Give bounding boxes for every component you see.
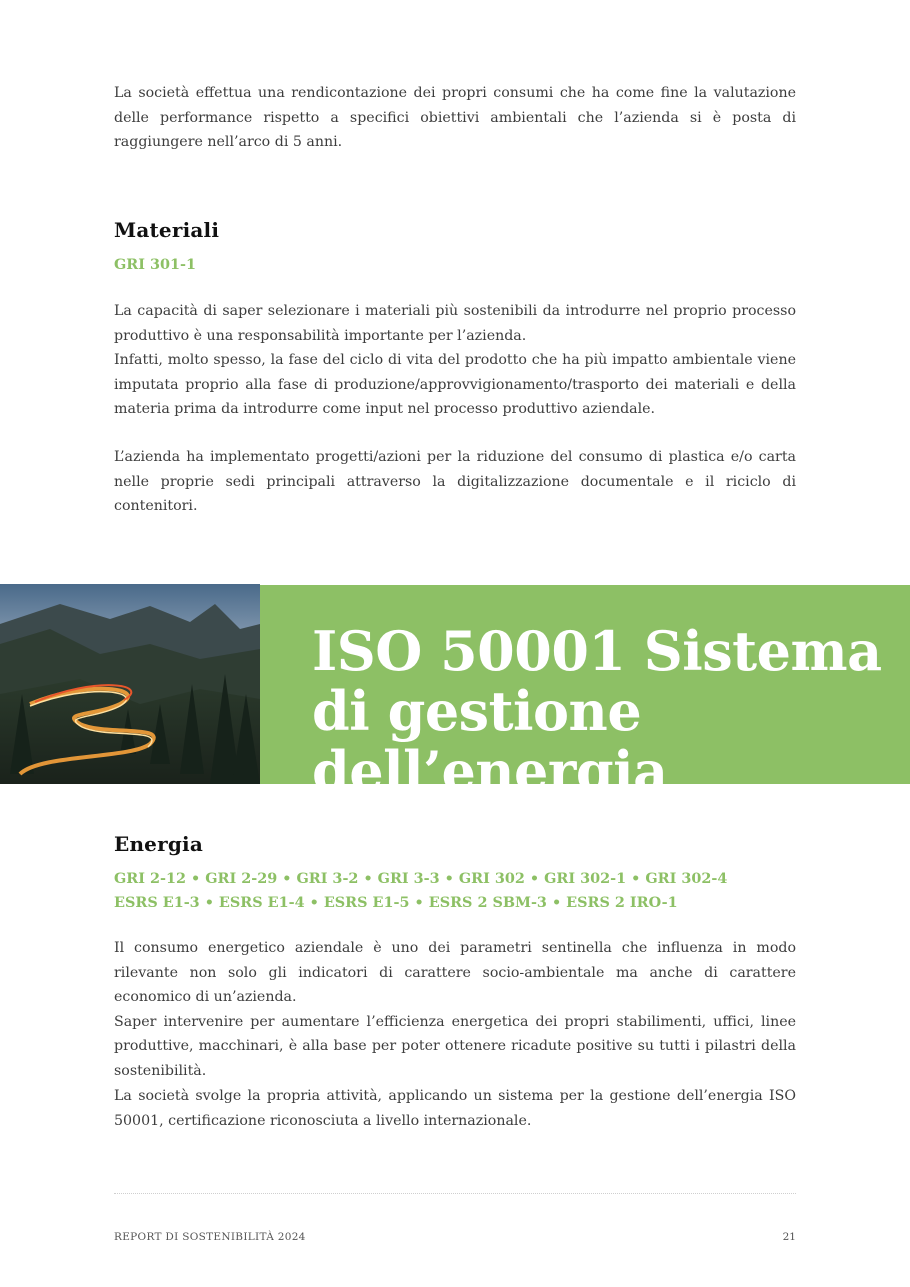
- energia-heading: Energia: [114, 832, 203, 856]
- energia-text-2: Saper intervenire per aumentare l’efficienza energetica dei propri stabilimenti, uffici, linee produttive, macchinari, è alla base per poter ottenere ricadute positive su tutti i pilastri della sostenibilità.: [114, 1013, 796, 1079]
- materiali-paragraph-2: [114, 445, 796, 519]
- energia-gri-codes: [114, 867, 814, 915]
- materiali-heading: Materiali: [114, 218, 220, 242]
- materiali-gri-codes: GRI 301-1: [114, 256, 197, 273]
- materiali-text-2: Infatti, molto spesso, la fase del ciclo di vita del prodotto che ha più impatto ambientale viene imputata proprio alla fase di produzione/approvvigionamento/trasporto dei materiali e della materia prima da introdurre come input nel processo produttivo aziendale.: [114, 352, 796, 417]
- materiali-paragraph: [114, 299, 796, 422]
- materiali-text-1: La capacità di saper selezionare i materiali più sostenibili da introdurre nel proprio processo produttivo è una responsabilità importante per l’azienda.: [114, 303, 796, 344]
- energia-paragraph-2: [114, 1084, 796, 1133]
- banner-title: ISO 50001 Sistema di gestione dell’energia: [312, 619, 882, 803]
- energia-paragraph: [114, 936, 796, 1083]
- mountain-road-photo: [0, 584, 260, 784]
- page-number: 21: [782, 1231, 796, 1243]
- footer-divider: [114, 1193, 796, 1194]
- energia-text-3: La società svolge la propria attività, applicando un sistema per la gestione dell’energia ISO 50001, certificazione riconosciuta a livello internazionale.: [114, 1088, 796, 1129]
- section-banner: [260, 585, 910, 803]
- footer-report-title: REPORT DI SOSTENIBILITÀ 2024: [114, 1231, 306, 1243]
- intro-text: La società effettua una rendicontazione dei propri consumi che ha come fine la valutazione delle performance rispetto a specifici obiettivi ambientali che l’azienda si è posta di raggiungere nell’arco di 5 anni.: [114, 85, 796, 150]
- energia-text-1: Il consumo energetico aziendale è uno dei parametri sentinella che influenza in modo rilevante non solo gli indicatori di carattere socio-ambientale ma anche di carattere economico di un’azienda.: [114, 940, 796, 1005]
- energia-gri-line-2: ESRS E1-3 • ESRS E1-4 • ESRS E1-5 • ESRS 2 SBM-3 • ESRS 2 IRO-1: [114, 894, 678, 911]
- materiali-text-3: L’azienda ha implementato progetti/azioni per la riduzione del consumo di plastica e/o carta nelle proprie sedi principali attraverso la digitalizzazione documentale e il riciclo di contenitori.: [114, 449, 796, 514]
- energia-gri-line-1: GRI 2-12 • GRI 2-29 • GRI 3-2 • GRI 3-3 • GRI 302 • GRI 302-1 • GRI 302-4: [114, 870, 728, 887]
- intro-paragraph: [114, 81, 796, 155]
